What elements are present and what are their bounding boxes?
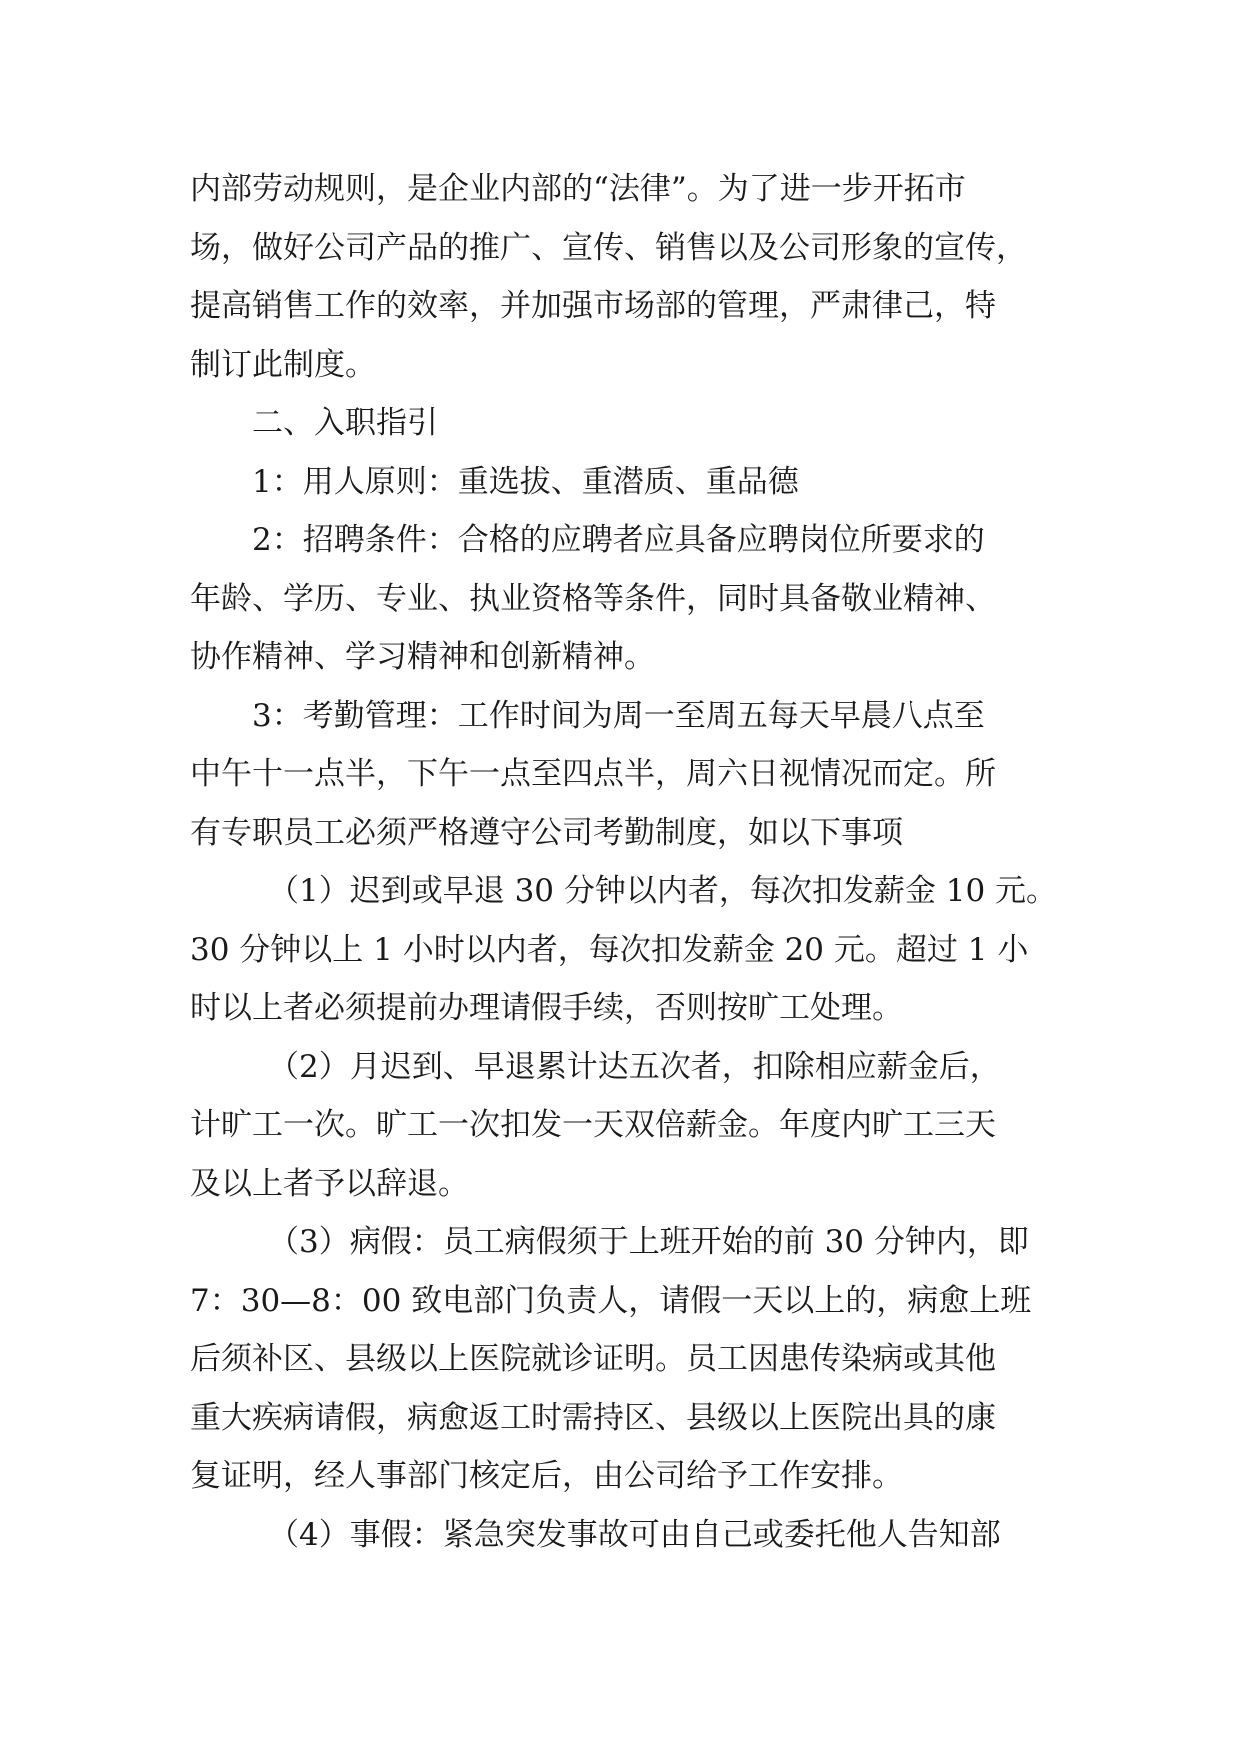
list-item-line: （1）迟到或早退 30 分钟以内者，每次扣发薪金 10 元。 <box>268 873 1058 909</box>
list-item-line: 时以上者必须提前办理请假手续，否则按旷工处理。 <box>190 990 903 1026</box>
list-item-line: 及以上者予以辞退。 <box>190 1165 469 1202</box>
section-heading: 二、入职指引 <box>252 405 438 441</box>
list-item-line: 计旷工一次。旷工一次扣发一天双倍薪金。年度内旷工三天 <box>190 1107 996 1143</box>
paragraph-line: 2：招聘条件：合格的应聘者应具备应聘岗位所要求的 <box>252 522 985 558</box>
paragraph-line: 场，做好公司产品的推广、宣传、销售以及公司形象的宣传， <box>190 229 1027 266</box>
list-item-line: 后须补区、县级以上医院就诊证明。员工因患传染病或其他 <box>190 1341 996 1377</box>
paragraph-line: 3：考勤管理：工作时间为周一至周五每天早晨八点至 <box>252 697 985 734</box>
list-item-line: （4）事假：紧急突发事故可由自己或委托他人告知部 <box>268 1516 1001 1553</box>
list-item-line: （3）病假：员工病假须于上班开始的前 30 分钟内，即 <box>268 1224 1029 1260</box>
paragraph-line: 年龄、学历、专业、执业资格等条件，同时具备敬业精神、 <box>190 580 996 617</box>
paragraph-line: 内部劳动规则，是企业内部的“法律”。为了进一步开拓市 <box>190 171 966 207</box>
document-body <box>190 160 1058 1564</box>
paragraph-line: 1：用人原则：重选拔、重潜质、重品德 <box>252 463 799 500</box>
paragraph-line: 中午十一点半，下午一点至四点半，周六日视情况而定。所 <box>190 756 996 792</box>
list-item-line: 复证明，经人事部门核定后，由公司给予工作安排。 <box>190 1458 903 1494</box>
paragraph-line: 协作精神、学习精神和创新精神。 <box>190 639 655 675</box>
list-item-line: （2）月迟到、早退累计达五次者，扣除相应薪金后， <box>268 1048 1001 1085</box>
list-item-line: 30 分钟以上 1 小时以内者，每次扣发薪金 20 元。超过 1 小 <box>190 931 1029 968</box>
list-item-line: 7：30—8：00 致电部门负责人，请假一天以上的，病愈上班 <box>190 1282 1032 1319</box>
paragraph-line: 提高销售工作的效率，并加强市场部的管理，严肃律己，特 <box>190 288 996 324</box>
paragraph-line: 有专职员工必须严格遵守公司考勤制度，如以下事项 <box>190 814 903 851</box>
list-item-line: 重大疾病请假，病愈返工时需持区、县级以上医院出具的康 <box>190 1399 996 1436</box>
paragraph-line: 制订此制度。 <box>190 346 376 383</box>
